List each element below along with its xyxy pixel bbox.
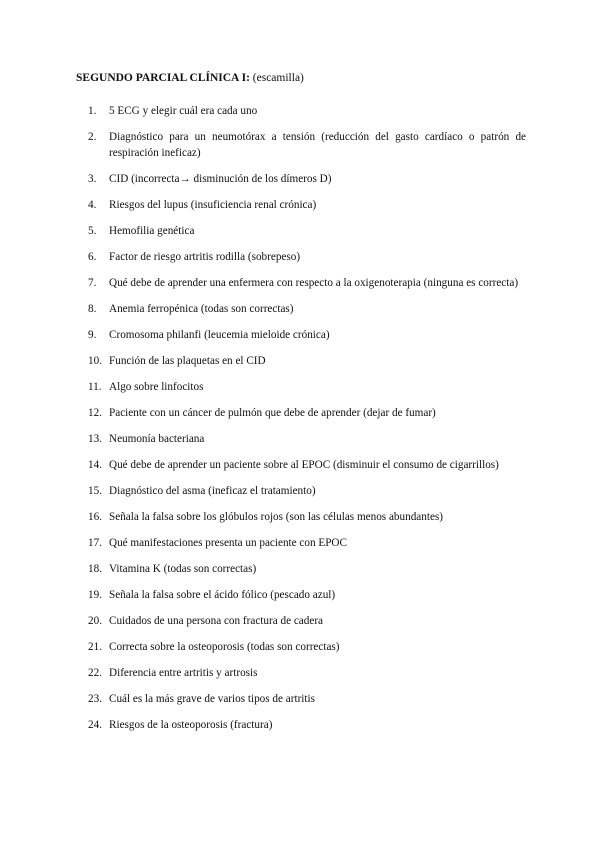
list-item-number: 23. xyxy=(88,693,102,705)
list-item xyxy=(88,405,526,421)
list-item-number: 22. xyxy=(88,667,102,679)
list-item xyxy=(88,509,526,525)
title-note: (escamilla) xyxy=(252,72,304,84)
list-item xyxy=(88,613,526,629)
list-item-text: Factor de riesgo artritis rodilla (sobrepeso) xyxy=(109,251,301,263)
list-item-text: Neumonía bacteriana xyxy=(109,433,205,445)
list-item xyxy=(88,431,526,447)
list-item-number: 5. xyxy=(88,225,97,237)
title-main: SEGUNDO PARCIAL CLÍNICA I: xyxy=(76,72,250,84)
list-item-number: 21. xyxy=(88,641,102,653)
list-item xyxy=(88,535,526,551)
list-item-text: Cromosoma philanfi (leucemia mieloide crónica) xyxy=(109,329,330,341)
list-item-text: Cuidados de una persona con fractura de cadera xyxy=(109,615,324,627)
list-item-number: 17. xyxy=(88,537,102,549)
list-item-number: 3. xyxy=(88,173,97,185)
list-item-number: 2. xyxy=(88,131,97,143)
list-item-number: 12. xyxy=(88,407,102,419)
list-item-number: 18. xyxy=(88,563,102,575)
list-item xyxy=(88,327,526,343)
list-item-number: 8. xyxy=(88,303,97,315)
list-item-number: 9. xyxy=(88,329,97,341)
list-item-text: Riesgos del lupus (insuficiencia renal crónica) xyxy=(109,199,317,211)
page-title xyxy=(76,70,304,86)
list-item xyxy=(88,717,526,733)
list-item-text: Riesgos de la osteoporosis (fractura) xyxy=(109,719,273,731)
list-item-number: 10. xyxy=(88,355,102,367)
list-item xyxy=(88,301,526,317)
list-item-text: Diferencia entre artritis y artrosis xyxy=(109,667,258,679)
list-item-text: Diagnóstico del asma (ineficaz el tratamiento) xyxy=(109,485,316,497)
list-item-text: Algo sobre linfocitos xyxy=(109,381,204,393)
list-item-number: 24. xyxy=(88,719,102,731)
list-item-number: 6. xyxy=(88,251,97,263)
list-item xyxy=(88,275,526,291)
list-item-number: 1. xyxy=(88,105,97,117)
list-item-number: 16. xyxy=(88,511,102,523)
list-item xyxy=(88,561,526,577)
list-item-text: 5 ECG y elegir cuál era cada uno xyxy=(109,105,258,117)
list-item-number: 20. xyxy=(88,615,102,627)
list-item-text: Vitamina K (todas son correctas) xyxy=(109,563,257,575)
list-item-text: Señala la falsa sobre el ácido fólico (pescado azul) xyxy=(109,589,336,601)
list-item-number: 19. xyxy=(88,589,102,601)
list-item-text: Señala la falsa sobre los glóbulos rojos (son las células menos abundantes) xyxy=(109,511,443,523)
list-item xyxy=(88,171,526,187)
list-item-text: Paciente con un cáncer de pulmón que debe de aprender (dejar de fumar) xyxy=(109,407,436,419)
list-item-number: 7. xyxy=(88,277,97,289)
list-item xyxy=(88,197,526,213)
list-item xyxy=(88,249,526,265)
question-list xyxy=(88,103,526,743)
list-item-text: Qué debe de aprender un paciente sobre al EPOC (disminuir el consumo de cigarrillos) xyxy=(109,459,499,471)
list-item xyxy=(88,223,526,239)
list-item xyxy=(88,129,526,161)
list-item-text: CID (incorrecta→ disminución de los dímeros D) xyxy=(109,173,332,185)
list-item xyxy=(88,457,526,473)
list-item-text: Diagnóstico para un neumotórax a tensión (reducción del gasto cardíaco o patrón de respiración ineficaz) xyxy=(109,131,526,159)
list-item-number: 15. xyxy=(88,485,102,497)
list-item-text: Anemia ferropénica (todas son correctas) xyxy=(109,303,294,315)
list-item xyxy=(88,353,526,369)
list-item xyxy=(88,483,526,499)
list-item-number: 11. xyxy=(88,381,102,393)
list-item-text: Qué debe de aprender una enfermera con respecto a la oxigenoterapia (ninguna es correcta) xyxy=(109,277,519,289)
list-item xyxy=(88,691,526,707)
list-item-text: Qué manifestaciones presenta un paciente con EPOC xyxy=(109,537,347,549)
list-item-text: Correcta sobre la osteoporosis (todas son correctas) xyxy=(109,641,340,653)
list-item xyxy=(88,379,526,395)
list-item-number: 13. xyxy=(88,433,102,445)
list-item-number: 4. xyxy=(88,199,97,211)
list-item xyxy=(88,103,526,119)
list-item-text: Cuál es la más grave de varios tipos de artritis xyxy=(109,693,315,705)
list-item-text: Hemofilia genética xyxy=(109,225,195,237)
list-item xyxy=(88,587,526,603)
list-item-text: Función de las plaquetas en el CID xyxy=(109,355,266,367)
list-item xyxy=(88,665,526,681)
list-item xyxy=(88,639,526,655)
list-item-number: 14. xyxy=(88,459,102,471)
